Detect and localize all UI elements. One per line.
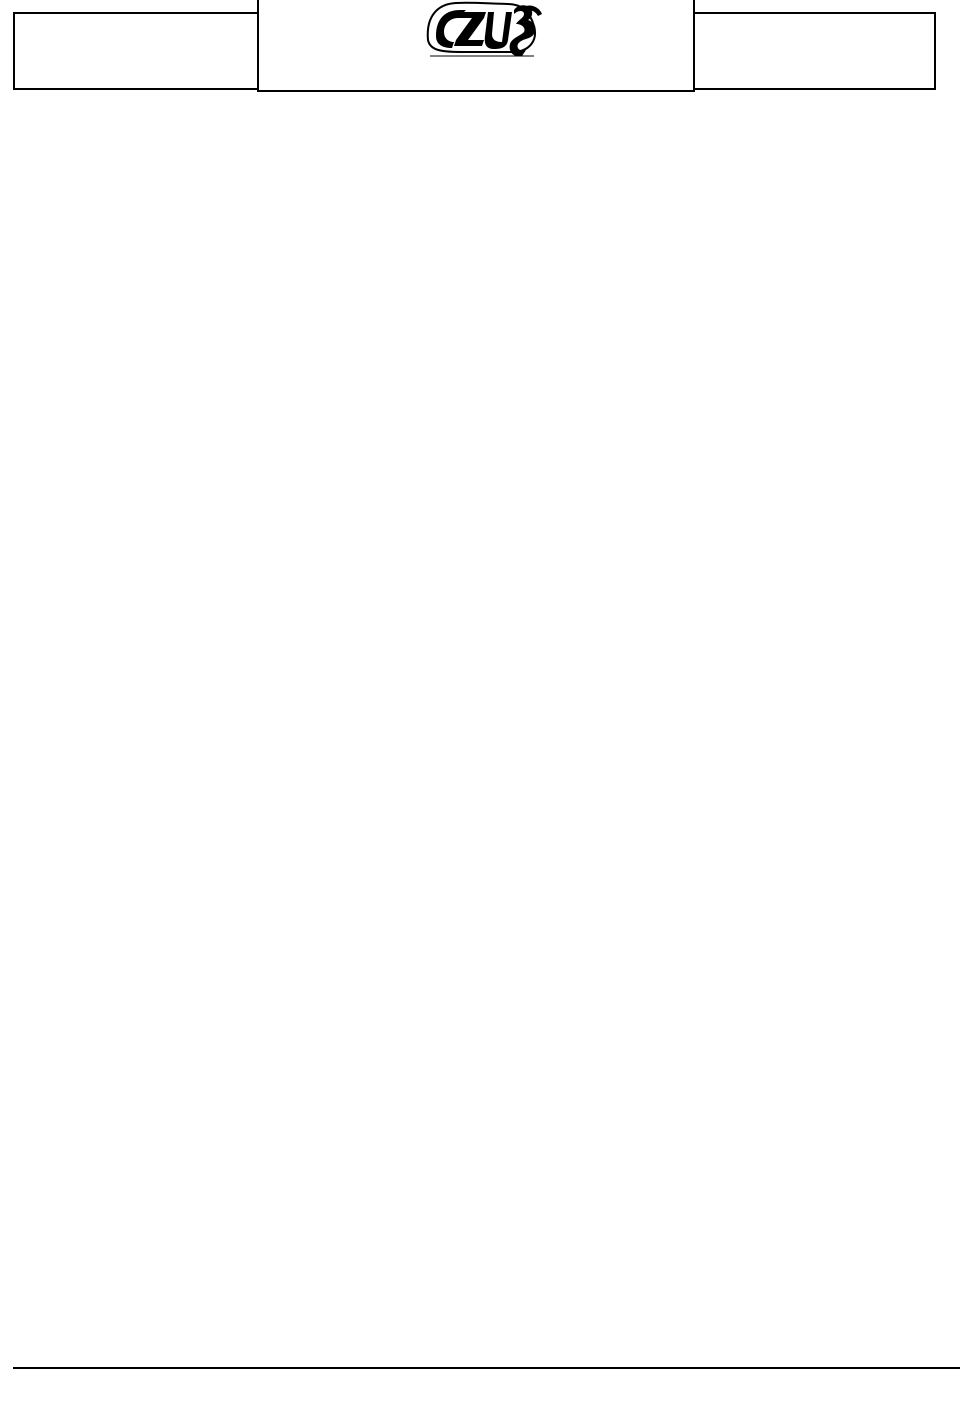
footer-divider (13, 1367, 960, 1369)
header-document-title (13, 12, 259, 90)
column-header-version (106, 214, 220, 268)
czu-logo-icon (422, 0, 554, 78)
header-classification (693, 12, 936, 90)
change-number-header (0, 214, 106, 268)
column-header-effective-from (220, 214, 392, 268)
column-header-change-description (392, 214, 683, 268)
change-number-column (0, 214, 106, 268)
column-header-changed-by (683, 214, 913, 268)
